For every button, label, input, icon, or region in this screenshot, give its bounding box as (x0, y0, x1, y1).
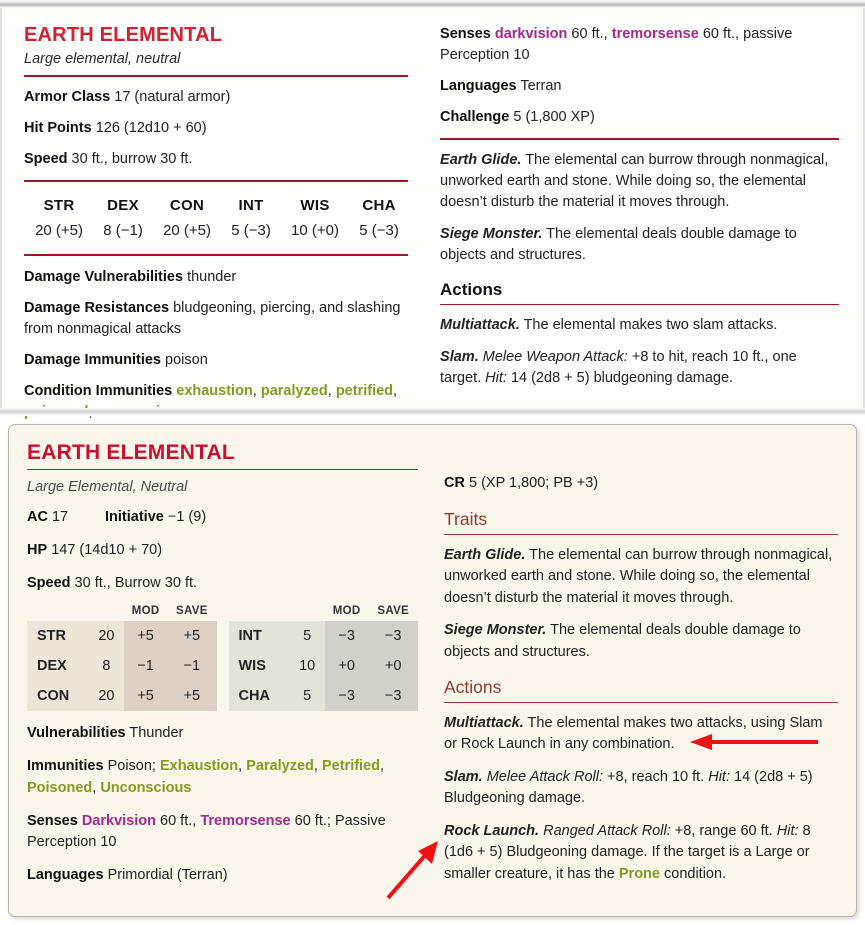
ability-save-con-2024: +5 (167, 681, 216, 711)
sense-link-tremorsense-2014[interactable]: tremorsense (611, 26, 699, 42)
ability-save-dex-2024: −1 (167, 651, 216, 681)
ability-save-str-2024: +5 (167, 621, 216, 651)
action-name-multiattack-2014: Multiattack. (440, 317, 520, 334)
hit-points-value: 126 (12d10 + 60) (95, 120, 207, 137)
speed-line-2024 (27, 573, 418, 595)
action-multiattack-2014 (440, 315, 839, 336)
divider-red-traits-2014 (440, 138, 839, 140)
trait-text-earth-glide-2014: The elemental can burrow through nonmagical, unworked earth and stone. While doing so, the elemental doesn’t disturb the material it moves through. (440, 152, 829, 211)
trait-earth-glide-2024 (444, 545, 838, 609)
speed-label-2024: Speed (27, 574, 71, 591)
initiative-label: Initiative (105, 509, 164, 525)
actions-heading-2014: Actions (440, 280, 503, 300)
ability-name-dex-2024: DEX (27, 651, 93, 681)
action-slam-2014 (440, 347, 839, 389)
challenge-label: Challenge (440, 109, 510, 126)
ac-group (27, 507, 105, 529)
ability-mod-dex-2024: −1 (124, 651, 167, 681)
vulnerabilities-value: Thunder (129, 725, 184, 742)
damage-resistances-line (24, 298, 408, 340)
hit-points-label: Hit Points (24, 120, 92, 137)
damage-immunities-label: Damage Immunities (24, 352, 161, 369)
action-tail-rock-launch-2024: condition. (659, 865, 727, 882)
initiative-value: −1 (9) (167, 509, 207, 525)
action-hit-label-slam-2024: Hit: (708, 768, 730, 785)
vulnerabilities-label: Vulnerabilities (27, 725, 126, 742)
condition-link-unconscious-2024[interactable]: Unconscious (100, 779, 192, 796)
tremorsense-range-2014: 60 ft., (702, 26, 740, 42)
ability-save-int-2024: −3 (368, 621, 418, 651)
ability-value-cha: 5 (−3) (359, 222, 399, 240)
damage-immunities-line (24, 350, 408, 371)
statblock-2014-left-column (2, 18, 430, 413)
initiative-group (105, 507, 206, 529)
ability-score-wis-2024: 10 (293, 651, 325, 681)
ability-name-wis-2024: WIS (229, 651, 294, 681)
condition-immunities-line: Condition Immunities exhaustion, paralyzed, petrified, (24, 381, 408, 423)
ability-table-physical (27, 605, 217, 711)
ability-header-row-2014 (24, 193, 408, 222)
header-save-mental: SAVE (377, 605, 410, 618)
sense-link-tremorsense-2024[interactable]: Tremorsense (200, 812, 291, 829)
ability-row-str (27, 621, 217, 651)
trait-name-earth-glide-2024: Earth Glide. (444, 546, 526, 563)
condition-link-paralyzed-2024[interactable]: Paralyzed (246, 758, 314, 774)
statblock-2024 (8, 424, 857, 917)
ability-mod-cha-2024: −3 (325, 681, 368, 711)
ability-table-mental (229, 605, 419, 711)
ability-row-int (229, 621, 419, 651)
speed-value-2014: 30 ft., burrow 30 ft. (71, 151, 193, 168)
traits-heading-2024: Traits (444, 508, 488, 529)
spacer-header-mental-score (293, 605, 325, 621)
ability-header-dex: DEX (107, 197, 139, 215)
cr-label: CR (444, 475, 465, 491)
trait-siege-monster-2014 (440, 224, 839, 266)
trait-text-siege-monster-2024: The elemental deals double damage to objects and structures. (444, 622, 801, 660)
action-name-multiattack-2024: Multiattack. (444, 715, 524, 732)
trait-name-siege-monster-2014: Siege Monster. (440, 226, 543, 243)
passive-perception-2014: passive Perception 10 (440, 26, 793, 64)
vulnerabilities-line (27, 723, 418, 745)
condition-link-prone-2024[interactable]: Prone (618, 865, 660, 882)
senses-label-2014: Senses (440, 26, 491, 42)
languages-value-2014: Terran (520, 78, 562, 95)
statblock-2024-left-column (9, 437, 432, 916)
ability-row-wis (229, 651, 419, 681)
creature-meta-2014: Large elemental, neutral (24, 51, 181, 67)
condition-link-paralyzed[interactable]: paralyzed (260, 383, 328, 400)
ability-header-con: CON (169, 197, 205, 215)
speed-line-2014 (24, 149, 408, 170)
action-hit-text-slam-2014: 14 (2d8 + 5) bludgeoning damage. (506, 370, 734, 387)
ability-score-dex-2024: 8 (93, 651, 124, 681)
action-text-slam-2024: +8, reach 10 ft. (603, 768, 709, 785)
damage-vulnerabilities-label: Damage Vulnerabilities (24, 269, 184, 286)
ability-save-wis-2024: +0 (368, 651, 418, 681)
ability-mod-int-2024: −3 (325, 621, 368, 651)
hp-value: 147 (14d10 + 70) (51, 541, 163, 558)
divider-red-below-abilities-2014 (24, 254, 408, 256)
action-slam-2024 (444, 767, 838, 810)
damage-vulnerabilities-value: thunder (187, 269, 237, 286)
condition-link-petrified-2024[interactable]: Petrified (321, 758, 380, 774)
divider-brown-traits-2024 (444, 534, 838, 535)
languages-line-2014 (440, 76, 839, 97)
languages-value-2024: Primordial (Terran) (107, 867, 228, 883)
ability-row-con (27, 681, 217, 711)
ability-header-int: INT (238, 197, 264, 215)
ability-table-2014 (24, 193, 408, 245)
ability-score-int-2024: 5 (293, 621, 325, 651)
ability-value-str: 20 (+5) (35, 222, 84, 240)
action-attackroll-slam-2014: Melee Weapon Attack: (482, 349, 628, 366)
creature-name-2014: EARTH ELEMENTAL (24, 24, 223, 46)
action-name-slam-2014: Slam. (440, 349, 479, 366)
immunities-label: Immunities (27, 758, 104, 774)
ability-header-row-mental (229, 605, 419, 621)
ac-initiative-row (27, 507, 418, 529)
ability-header-wis: WIS (300, 197, 330, 215)
ac-value: 17 (51, 509, 69, 525)
trait-name-earth-glide-2014: Earth Glide. (440, 152, 522, 169)
armor-class-line (24, 87, 408, 108)
hit-points-line (24, 118, 408, 139)
divider-red-above-abilities-2014 (24, 180, 408, 182)
senses-label-2024: Senses (27, 812, 78, 829)
hp-label: HP (27, 541, 48, 558)
ability-row-dex (27, 651, 217, 681)
cr-line (444, 473, 838, 495)
divider-red-actions-2014 (440, 304, 839, 305)
action-name-slam-2024: Slam. (444, 768, 483, 785)
condition-link-exhaustion-2024[interactable]: Exhaustion (159, 758, 239, 774)
action-text-rock-launch-2024: +8, range 60 ft. (670, 822, 777, 839)
ability-value-dex: 8 (−1) (103, 222, 143, 240)
ability-mod-str-2024: +5 (124, 621, 167, 651)
damage-immunities-value: poison (165, 352, 208, 369)
sense-link-darkvision-2014[interactable]: darkvision (494, 26, 568, 42)
condition-link-petrified[interactable]: petrified (335, 383, 394, 400)
creature-meta-2024: Large Elemental, Neutral (27, 479, 188, 495)
languages-label-2014: Languages (440, 78, 517, 95)
action-hit-label-slam-2014: Hit: (485, 370, 507, 387)
cr-value: 5 (XP 1,800; PB +3) (468, 475, 599, 491)
trait-text-siege-monster-2014: The elemental deals double damage to objects and structures. (440, 226, 797, 264)
hp-line (27, 540, 418, 562)
spacer-header-physical-score (93, 605, 124, 621)
ability-name-cha-2024: CHA (229, 681, 294, 711)
trait-siege-monster-2024 (444, 620, 838, 663)
ability-value-row-2014 (24, 222, 408, 245)
ac-label: AC (27, 509, 48, 525)
action-hit-text-slam-2024: 14 (2d8 + 5) Bludgeoning damage. (444, 768, 813, 807)
action-attackroll-slam-2024: Melee Attack Roll: (486, 768, 604, 785)
challenge-value: 5 (1,800 XP) (513, 109, 595, 126)
ability-score-con-2024: 20 (93, 681, 124, 711)
divider-red-top-2014 (24, 75, 408, 77)
action-text-slam-2014: +8 to hit, reach 10 ft., one target. (440, 349, 797, 387)
page-top-bar (0, 0, 865, 8)
ability-header-str: STR (43, 197, 75, 215)
darkvision-range-2014: 60 ft., (571, 26, 608, 42)
ability-header-cha: CHA (362, 197, 396, 215)
ability-score-str-2024: 20 (93, 621, 124, 651)
ability-card-mental (229, 605, 419, 711)
ability-name-con-2024: CON (27, 681, 93, 711)
ability-row-cha (229, 681, 419, 711)
header-mod-mental: MOD (332, 605, 361, 618)
speed-label-2014: Speed (24, 151, 68, 168)
armor-class-value: 17 (natural armor) (114, 89, 231, 105)
trait-text-earth-glide-2024: The elemental can burrow through nonmagical, unworked earth and stone. While doing so, the elemental doesn’t disturb the material it moves through. (444, 546, 833, 606)
ability-mod-con-2024: +5 (124, 681, 167, 711)
trait-name-siege-monster-2024: Siege Monster. (444, 622, 547, 639)
condition-link-poisoned-2024[interactable]: Poisoned (27, 779, 93, 796)
action-text-multiattack-2014: The elemental makes two slam attacks. (523, 317, 778, 334)
ability-value-con: 20 (+5) (163, 222, 211, 240)
ability-value-wis: 10 (+0) (291, 222, 339, 240)
challenge-line (440, 107, 839, 128)
action-name-rock-launch-2024: Rock Launch. (444, 822, 540, 839)
trait-earth-glide-2014 (440, 150, 839, 213)
damage-resistances-value: bludgeoning, piercing, and slashing from nonmagical attacks (24, 300, 401, 338)
actions-heading-2024: Actions (444, 677, 502, 698)
ability-score-cha-2024: 5 (293, 681, 325, 711)
ability-save-cha-2024: −3 (368, 681, 418, 711)
action-rock-launch-2024 (444, 821, 838, 885)
action-attackroll-rock-launch-2024: Ranged Attack Roll: (543, 822, 671, 839)
condition-immunities-label: Condition Immunities (24, 383, 173, 400)
statblock-2014 (0, 8, 865, 413)
statblock-2014-right-column (430, 18, 863, 413)
statblock-2024-right-column (432, 437, 856, 916)
languages-line-2024 (27, 865, 418, 887)
condition-link-exhaustion[interactable]: exhaustion (176, 383, 253, 400)
ability-mod-wis-2024: +0 (325, 651, 368, 681)
ability-header-row-physical (27, 605, 217, 621)
immunities-damage: Poison; (107, 758, 156, 774)
damage-resistances-label: Damage Resistances (24, 300, 170, 317)
divider-brown-actions-2024 (444, 702, 838, 703)
header-mod-physical: MOD (131, 605, 160, 618)
spacer-header-mental-name (229, 605, 294, 621)
ability-name-str-2024: STR (27, 621, 93, 651)
action-text-multiattack-2024: The elemental makes two attacks, using Slam or Rock Launch in any combination. (444, 715, 823, 753)
sense-link-darkvision-2024[interactable]: Darkvision (81, 812, 156, 829)
senses-line-2014 (440, 24, 839, 66)
armor-class-label: Armor Class (24, 89, 111, 105)
block-separator (0, 408, 865, 416)
languages-label-2024: Languages (27, 867, 104, 883)
spacer-header-physical-name (27, 605, 93, 621)
damage-vulnerabilities-line (24, 267, 408, 288)
action-hit-label-rock-launch-2024: Hit: (776, 822, 799, 839)
tremorsense-range-2024: 60 ft.; Passive Perception 10 (27, 812, 386, 851)
divider-brown-top-2024 (27, 469, 418, 470)
creature-name-2024: EARTH ELEMENTAL (27, 441, 235, 464)
ability-name-int-2024: INT (229, 621, 294, 651)
darkvision-range-2024: 60 ft., (160, 812, 197, 829)
speed-value-2024: 30 ft., Burrow 30 ft. (74, 574, 198, 591)
action-hit-text-rock-launch-2024: 8 (1d6 + 5) Bludgeoning damage. If the target is a Large or smaller creature, it has the (444, 822, 811, 882)
ability-value-int: 5 (−3) (231, 222, 271, 240)
ability-grid-2024 (27, 605, 418, 711)
senses-line-2024 (27, 811, 418, 855)
header-save-physical: SAVE (176, 605, 208, 618)
ability-card-physical (27, 605, 217, 711)
immunities-line: Immunities Poison; Exhaustion, Paralyzed, Petrified, Poisoned, Unconscious (27, 758, 385, 796)
action-multiattack-2024 (444, 713, 838, 756)
